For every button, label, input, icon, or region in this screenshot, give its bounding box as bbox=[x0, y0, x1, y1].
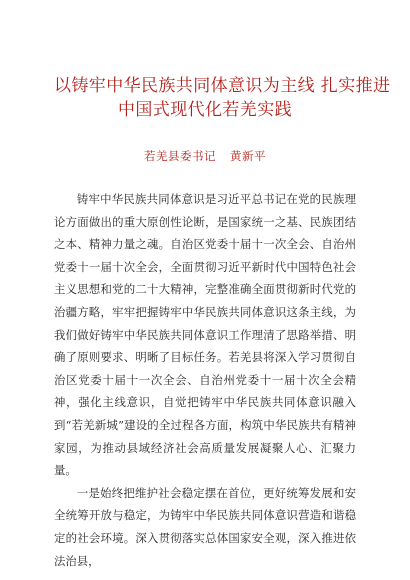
title-line-2: 中国式现代化若羌实践 bbox=[118, 100, 292, 120]
author-role: 若羌县委书记 bbox=[144, 149, 216, 163]
paragraph-point-one: 一是始终把维护社会稳定摆在首位，更好统筹发展和安全统筹开放与稳定，为铸牢中华民族共同体意识营造和谐稳定的社会环境。深入贯彻落实总体国家安全观，深入推进依法治县， bbox=[54, 485, 356, 568]
author-byline bbox=[54, 148, 356, 164]
title-line-1: 以铸牢中华民族共同体意识为主线 扎实推进 bbox=[54, 76, 391, 96]
author-name: 黄新平 bbox=[230, 149, 266, 163]
article-body bbox=[54, 188, 356, 572]
article-title bbox=[54, 74, 391, 122]
paragraph-intro: 铸牢中华民族共同体意识是习近平总书记在党的民族理论方面做出的重大原创性论断，是国家统一之基、民族团结之本、精神力量之魂。自治区党委十届十一次全会、自治州党委十一届十次全会，全面贯彻习近平新时代中国特色社会主义思想和党的二十大精神，完整准确全面贯彻新时代党的治疆方略，牢牢把握铸牢中华民族共同体意识这条主线，为我们做好铸牢中华民族共同体意识工作理清了思路举措、明确了原则要求、明晰了目标任务。若羌县将深入学习贯彻自治区党委十届十一次全会、自治州党委十一届十次全会精神，强化主线意识，自觉把铸牢中华民族共同体意识融入到“若羌新城”建设的全过程各方面，构筑中华民族共有精神家园，为推动县域经济社会高质量发展凝聚人心、汇聚力量。 bbox=[54, 192, 356, 478]
